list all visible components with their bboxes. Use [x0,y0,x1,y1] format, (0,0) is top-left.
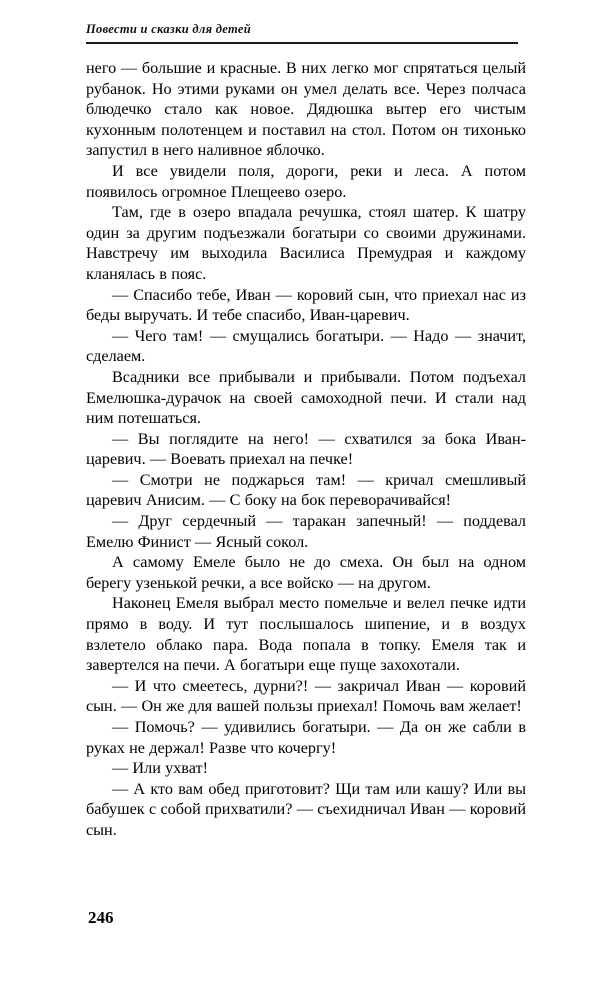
paragraph: Наконец Емеля выбрал место помельче и велел печке идти прямо в воду. И тут послышалось шипение, и в воздух взлетело облако пара. Вода попала в топку. Емеля так и завертелся на печи. А богатыри еще пуще захохотали. [86,594,526,675]
running-head: Повести и сказки для детей [86,22,251,36]
paragraph: — Или ухват! [112,759,208,778]
paragraph: А самому Емеле было не до смеха. Он был на одном берегу узенькой речки, а все войско — на другом. [86,553,526,592]
paragraph: — Спасибо тебе, Иван — коровий сын, что приехал нас из беды выручать. И тебе спасибо, Иван-царевич. [86,285,526,325]
paragraph: — Друг сердечный — таракан запечный! — поддевал Емелю Финист — Ясный сокол. [86,512,526,551]
paragraph: Там, где в озеро впадала речушка, стоял шатер. К шатру один за другим подъезжали богатыри со своими дружинами. Навстречу им выходила Василиса Премудрая и каждому кланялась в пояс. [86,203,526,283]
paragraph: него — большие и красные. В них легко мог спрятаться целый рубанок. Но этими руками он умел делать все. Через полчаса блюдечко стало как новое. Дядюшка вытер его чистым кухонным полотенцем и поставил на стол. Потом он тихонько запустил в него наливное яблочко. [86,59,526,160]
paragraph: — Помочь? — удивились богатыри. — Да он же сабли в руках не держал! Разве что кочергу! [86,718,526,757]
paragraph: — И что смеетесь, дурни?! — закричал Иван — коровий сын. — Он же для вашей пользы приехал! Помочь вам желает! [86,676,526,716]
paragraph: И все увидели поля, дороги, реки и леса. А потом появилось огромное Плещеево озеро. [86,161,526,201]
header-rule [86,42,518,44]
paragraph: — А кто вам обед приготовит? Щи там или кашу? Или вы бабушек с собой прихватили? — съехидничал Иван — коровий сын. [86,779,526,839]
paragraph: — Чего там! — смущались богатыри. — Надо — значит, сделаем. [86,326,526,366]
paragraph: — Вы поглядите на него! — схватился за бока Иван-царевич. — Воевать приехал на печке! [86,429,526,469]
paragraph: Всадники все прибывали и прибывали. Потом подъехал Емелюшка-дурачок на своей самоходной печи. И стали над ним потешаться. [86,367,526,428]
paragraph: — Смотри не поджарься там! — кричал смешливый царевич Анисим. — С боку на бок переворачивайся! [86,470,526,510]
page-number: 246 [88,908,114,927]
body-text [86,58,526,841]
